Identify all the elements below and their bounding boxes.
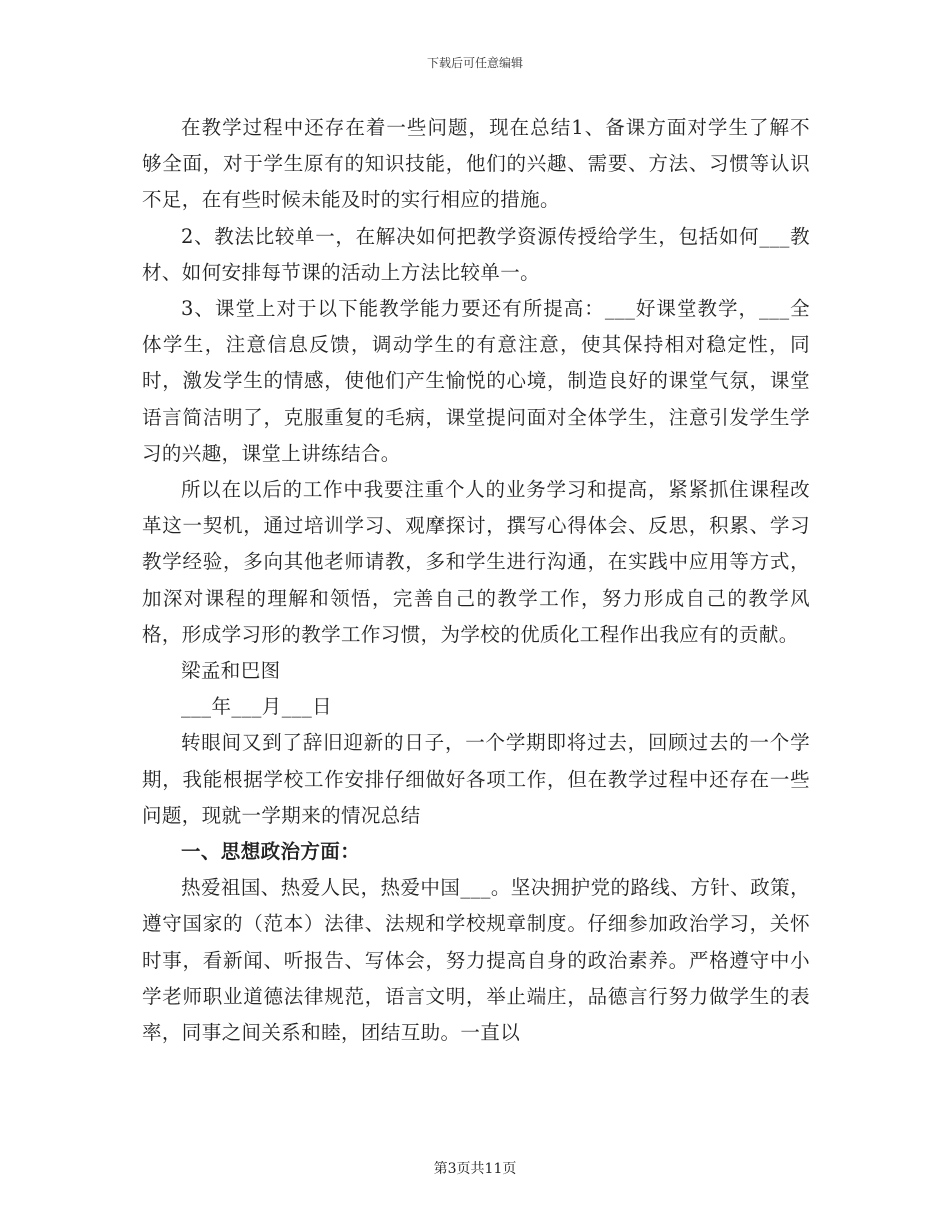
paragraph-politics: 热爱祖国、热爱人民，热爱中国___。坚决拥护党的路线、方针、政策，遵守国家的（范本）法律、法规和学校规章制度。仔细参加政治学习，关怀时事，看新闻、听报告、写体会，努力提高自身的政治素养。严格遵守中小学老师职业道德法律规范，语言文明，举止端庄，品德言行努力做学生的表率，同事之间关系和睦，团结互助。一直以 [142,876,810,1045]
paragraph-teaching-method: 2、教法比较单一，在解决如何把教学资源传授给学生，包括如何___教材、如何安排每节课的活动上方法比较单一。 [142,224,810,284]
paragraph-semester-intro: 转眼间又到了辞旧迎新的日子，一个学期即将过去，回顾过去的一个学期，我能根据学校工作安排仔细做好各项工作，但在教学过程中还存在一些问题，现就一学期来的情况总结 [142,731,810,827]
signature-name: 梁孟和巴图 [181,659,281,683]
paragraph-future-plan: 所以在以后的工作中我要注重个人的业务学习和提高，紧紧抓住课程改革这一契机，通过培训学习、观摩探讨，撰写心得体会、反思，积累、学习教学经验，多向其他老师请教，多和学生进行沟通，在实践中应用等方式，加深对课程的理解和领悟，完善自己的教学工作，努力形成自己的教学风格，形成学习形的教学工作习惯，为学校的优质化工程作出我应有的贡献。 [142,478,810,646]
page-header: 下载后可任意编辑 [426,56,523,70]
page-footer: 第3页共11页 [433,1161,517,1177]
section-heading-politics: 一、思想政治方面： [181,840,361,864]
paragraph-problems-intro: 在教学过程中还存在着一些问题，现在总结1、备课方面对学生了解不够全面，对于学生原有的知识技能，他们的兴趣、需要、方法、习惯等认识不足，在有些时候未能及时的实行相应的措施。 [142,116,810,212]
signature-date: ___年___月___日 [181,695,333,719]
paragraph-classroom-ability: 3、课堂上对于以下能教学能力要还有所提高：___好课堂教学，___全体学生，注意信息反馈，调动学生的有意注意，使其保持相对稳定性，同时，激发学生的情感，使他们产生愉悦的心境，制造良好的课堂气氛，课堂语言简洁明了，克服重复的毛病，课堂提问面对全体学生，注意引发学生学习的兴趣，课堂上讲练结合。 [142,297,810,465]
document-body [142,110,810,1051]
